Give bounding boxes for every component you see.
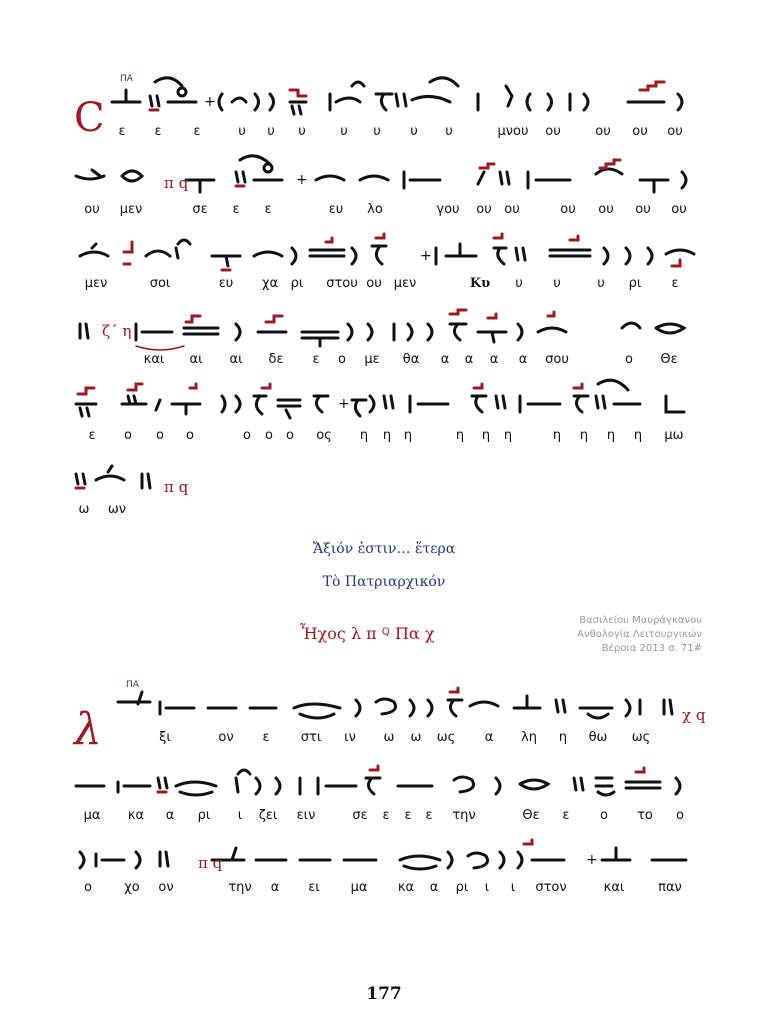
- syllable: ο: [186, 428, 194, 443]
- lyric-line-1: [0, 124, 768, 146]
- syllable: ου: [504, 202, 520, 217]
- syllable: αι: [229, 352, 243, 367]
- syllable: μεν: [84, 276, 108, 291]
- start-pitch-marker: ΠΑ: [120, 74, 133, 84]
- syllable: η: [403, 428, 413, 443]
- syllable: ξι: [159, 730, 171, 745]
- syllable: ε: [154, 124, 162, 139]
- syllable: θα: [402, 352, 420, 367]
- syllable: ου: [366, 276, 382, 291]
- syllable: υ: [373, 124, 381, 139]
- syllable: κα: [127, 808, 145, 823]
- syllable: ου: [595, 124, 611, 139]
- syllable: ου: [632, 124, 648, 139]
- syllable: μω: [664, 428, 684, 443]
- syllable: ο: [338, 352, 346, 367]
- syllable: η: [382, 428, 392, 443]
- syllable: υ: [238, 124, 246, 139]
- lyric-line-4: [0, 352, 768, 374]
- syllable: η: [606, 428, 616, 443]
- neume-line-8: [0, 756, 768, 812]
- syllable: α: [484, 730, 494, 745]
- syllable: ε: [404, 808, 412, 823]
- neume-line-2: [0, 150, 768, 206]
- syllable: ε: [312, 352, 320, 367]
- syllable: Θε: [522, 808, 540, 823]
- syllable: ο: [243, 428, 251, 443]
- syllable: η: [633, 428, 643, 443]
- syllable: α: [518, 352, 528, 367]
- neume-line-7: [0, 678, 768, 734]
- syllable: ι: [484, 880, 490, 895]
- syllable: α: [440, 352, 450, 367]
- syllable: ειν: [296, 808, 316, 823]
- syllable: ευ: [218, 276, 234, 291]
- red-mark: π q: [198, 854, 223, 872]
- syllable: την: [228, 880, 252, 895]
- syllable: μεν: [119, 202, 143, 217]
- syllable: ω: [410, 730, 422, 745]
- syllable: ζει: [258, 808, 278, 823]
- syllable: ο: [265, 428, 273, 443]
- lyric-line-2: [0, 202, 768, 224]
- syllable: θω: [588, 730, 608, 745]
- source-collection: Ανθολογία Λειτουργικών: [577, 629, 702, 640]
- syllable: ε: [562, 808, 570, 823]
- syllable: η: [579, 428, 589, 443]
- syllable: ε: [264, 202, 272, 217]
- syllable: ου: [560, 202, 576, 217]
- syllable: ον: [218, 730, 234, 745]
- syllable: ως: [631, 730, 651, 745]
- lyric-line-5: [0, 428, 768, 450]
- hymn-title: Ἄξιόν ἐστιν… ἕτερα: [312, 541, 456, 557]
- neume-line-3: [0, 226, 768, 282]
- syllable: υ: [340, 124, 348, 139]
- syllable: ε: [232, 202, 240, 217]
- drop-initial: λ: [74, 704, 102, 755]
- page-number: 177: [366, 984, 402, 1004]
- syllable: δε: [268, 352, 284, 367]
- syllable: α: [464, 352, 474, 367]
- syllable: υ: [445, 124, 453, 139]
- syllable: στου: [326, 276, 358, 291]
- syllable: υ: [597, 276, 605, 291]
- syllable: ω: [78, 502, 90, 517]
- syllable: ε: [118, 124, 126, 139]
- hymn-subtitle: Τὸ Πατριαρχικόν: [322, 574, 446, 590]
- syllable: α: [489, 352, 499, 367]
- syllable: η: [552, 428, 562, 443]
- syllable: υ: [410, 124, 418, 139]
- syllable: ρι: [197, 808, 211, 823]
- syllable: ρι: [628, 276, 642, 291]
- syllable: την: [452, 808, 476, 823]
- syllable: χο: [124, 880, 140, 895]
- svg-text:+: +: [204, 94, 216, 110]
- syllable: η: [481, 428, 491, 443]
- start-pitch-marker: ΠΑ: [126, 680, 139, 690]
- syllable: ου: [671, 202, 687, 217]
- syllable: ε: [671, 276, 679, 291]
- syllable: παν: [658, 880, 682, 895]
- syllable: το: [637, 808, 653, 823]
- syllable: στον: [535, 880, 567, 895]
- syllable: ου: [635, 202, 651, 217]
- syllable: η: [359, 428, 369, 443]
- syllable: ου: [84, 202, 100, 217]
- syllable: ως: [436, 730, 456, 745]
- syllable: κα: [397, 880, 415, 895]
- syllable: ε: [425, 808, 433, 823]
- syllable: η: [558, 730, 568, 745]
- syllable: χα: [261, 276, 279, 291]
- syllable: υ: [553, 276, 561, 291]
- syllable: στι: [300, 730, 322, 745]
- syllable: ο: [156, 428, 164, 443]
- syllable: α: [270, 880, 280, 895]
- svg-text:+: +: [296, 172, 308, 188]
- syllable: ο: [625, 352, 633, 367]
- lyric-line-8: [0, 808, 768, 830]
- syllable: ρι: [290, 276, 304, 291]
- syllable: Κυ: [469, 276, 491, 291]
- syllable: ος: [316, 428, 332, 443]
- syllable: Θε: [660, 352, 678, 367]
- syllable: και: [603, 880, 625, 895]
- syllable: ει: [308, 880, 320, 895]
- syllable: α: [429, 880, 439, 895]
- syllable: με: [364, 352, 380, 367]
- syllable: η: [503, 428, 513, 443]
- syllable: σοι: [149, 276, 171, 291]
- neume-line-6: [0, 452, 768, 508]
- syllable: ε: [262, 730, 270, 745]
- svg-text:+: +: [586, 852, 598, 868]
- neume-line-9: [0, 830, 768, 886]
- syllable: α: [165, 808, 175, 823]
- syllable: η: [455, 428, 465, 443]
- syllable: ου: [545, 124, 561, 139]
- red-mark: χ q: [682, 706, 706, 724]
- red-mark: ζ΄ η: [102, 322, 132, 340]
- syllable: ου: [476, 202, 492, 217]
- syllable: ων: [107, 502, 127, 517]
- syllable: ευ: [328, 202, 344, 217]
- syllable: σου: [545, 352, 569, 367]
- neume-line-1: [0, 72, 768, 128]
- syllable: λο: [367, 202, 383, 217]
- syllable: ο: [600, 808, 608, 823]
- source-author: Βασιλείου Μαυράγκανου: [579, 615, 702, 626]
- lyric-line-6: [0, 502, 768, 524]
- syllable: ο: [286, 428, 294, 443]
- lyric-line-9: [0, 880, 768, 902]
- syllable: γου: [436, 202, 460, 217]
- syllable: υ: [298, 124, 306, 139]
- syllable: ου: [667, 124, 683, 139]
- red-mark: π q: [164, 174, 189, 192]
- svg-text:+: +: [420, 248, 432, 264]
- syllable: μνου: [497, 124, 529, 139]
- syllable: μεν: [393, 276, 417, 291]
- syllable: ρι: [455, 880, 469, 895]
- syllable: ο: [84, 880, 92, 895]
- neume-line-5: [0, 374, 768, 430]
- syllable: ε: [382, 808, 390, 823]
- syllable: μα: [83, 808, 101, 823]
- syllable: ε: [193, 124, 201, 139]
- syllable: σε: [192, 202, 208, 217]
- syllable: ο: [124, 428, 132, 443]
- syllable: λη: [521, 730, 537, 745]
- mode-signature: Ἦχος λ π ꟴ Πα χ: [300, 624, 435, 643]
- syllable: ο: [676, 808, 684, 823]
- syllable: ω: [383, 730, 395, 745]
- syllable: ον: [158, 880, 174, 895]
- syllable: υ: [515, 276, 523, 291]
- drop-initial: C: [74, 95, 105, 141]
- syllable: υ: [267, 124, 275, 139]
- syllable: αι: [189, 352, 203, 367]
- syllable: ιν: [344, 730, 356, 745]
- red-mark: π q: [164, 478, 189, 496]
- syllable: και: [143, 352, 165, 367]
- lyric-line-3: [0, 276, 768, 298]
- lyric-line-7: [0, 730, 768, 752]
- svg-text:+: +: [338, 396, 350, 412]
- syllable: ε: [88, 428, 96, 443]
- syllable: ι: [237, 808, 243, 823]
- syllable: μα: [350, 880, 368, 895]
- syllable: ι: [510, 880, 516, 895]
- source-edition: Βέροια 2013 σ. 71#: [601, 643, 702, 654]
- syllable: ου: [598, 202, 614, 217]
- syllable: σε: [352, 808, 368, 823]
- source-attribution: [577, 614, 702, 656]
